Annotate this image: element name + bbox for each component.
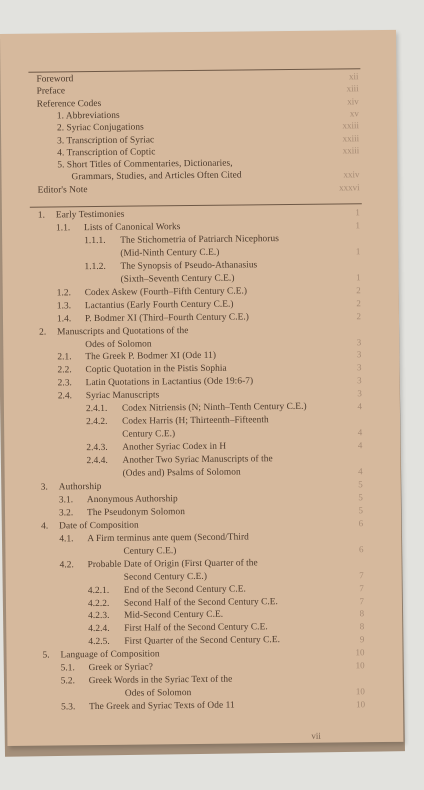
section-title: P. Bodmer XI (Third–Fourth Century C.E.) <box>84 312 249 324</box>
section-number: 2.2. <box>57 365 72 376</box>
section-number: 2. <box>39 327 47 338</box>
front-matter-entry: Editor's Note <box>37 184 88 196</box>
page-number: 4 <box>357 427 363 438</box>
section-title: (Odes and) Psalms of Solomon <box>122 467 241 479</box>
section-number: 3.2. <box>58 508 74 519</box>
page-number: 4 <box>357 440 363 451</box>
section-title: Lactantius (Early Fourth Century C.E.) <box>84 299 234 311</box>
page-number: 2 <box>356 284 361 295</box>
page-number: 10 <box>355 660 365 671</box>
front-matter-entry: 5. Short Titles of Commentaries, Dictionaries, <box>57 158 233 171</box>
section-number: 1. <box>37 210 46 221</box>
page-number: 3 <box>357 375 362 386</box>
section-title: Odes of Solomon <box>85 338 152 350</box>
section-title: Greek Words in the Syriac Text of the <box>88 674 233 687</box>
section-number: 2.1. <box>57 352 72 363</box>
page-number: 10 <box>355 686 365 697</box>
section-title: Another Syriac Codex in H <box>122 441 227 453</box>
page-number: 4 <box>358 466 363 477</box>
page-number: xii <box>348 71 359 82</box>
page-number: 1 <box>355 207 360 218</box>
section-rule <box>30 203 362 207</box>
section-number: 2.4.4. <box>86 455 108 467</box>
section-number: 4. <box>41 521 49 532</box>
section-number: 2.4. <box>57 391 73 402</box>
page-number: 9 <box>359 634 365 645</box>
section-number: 4.1. <box>59 534 74 545</box>
front-matter-entry: 3. Transcription of Syriac <box>57 134 155 146</box>
page-number: xxxvi <box>339 181 360 193</box>
section-number: 2.4.1. <box>85 404 108 415</box>
page-number: 10 <box>355 699 366 710</box>
page-number: 7 <box>359 569 364 580</box>
section-number: 5.2. <box>60 676 76 687</box>
section-number: 1.1.2. <box>84 261 106 272</box>
section-title: Odes of Solomon <box>124 688 192 699</box>
section-number: 4.2.2. <box>87 598 110 609</box>
book-page <box>0 30 403 746</box>
section-number: 3.1. <box>58 495 74 506</box>
page-number: 5 <box>358 505 364 516</box>
section-number: 5.3. <box>61 702 76 713</box>
front-matter-list <box>0 30 396 196</box>
section-number: 2.4.3. <box>86 442 108 454</box>
section-title: The Greek P. Bodmer XI (Ode 11) <box>85 351 217 363</box>
section-title: Mid-Second Century C.E. <box>124 610 224 622</box>
page-number: 3 <box>356 336 362 347</box>
page-number: 7 <box>359 595 365 606</box>
section-title: Manuscripts and Quotations of the <box>57 325 189 337</box>
page-number: 6 <box>358 543 364 554</box>
section-title: Century C.E.) <box>122 429 176 440</box>
section-number: 3. <box>40 482 48 493</box>
section-number: 4.2.3. <box>88 611 110 622</box>
section-title: Coptic Quotation in the Pistis Sophia <box>85 364 227 376</box>
front-matter-entry: 2. Syriac Conjugations <box>56 122 144 134</box>
front-matter-entry: Preface <box>36 86 66 97</box>
page-number: xxiii <box>342 120 360 131</box>
section-title: End of the Second Century C.E. <box>123 584 246 596</box>
page-number: 1 <box>355 220 361 231</box>
section-title: Language of Composition <box>60 649 160 661</box>
section-title: Codex Nitriensis (N; Ninth–Tenth Century C.E.) <box>121 402 307 414</box>
section-title: Century C.E.) <box>123 545 177 557</box>
page-number: 5 <box>358 479 363 490</box>
section-number: 1.1.1. <box>84 235 106 247</box>
section-title: The Stichometria of Patriarch Nicephorus <box>120 233 279 246</box>
section-number: 4.2.1. <box>87 585 110 596</box>
page-number: 8 <box>359 621 365 632</box>
page-number: 10 <box>355 647 365 658</box>
page-number: xiv <box>347 95 359 106</box>
section-title: (Mid-Ninth Century C.E.) <box>120 247 220 259</box>
section-title: First Half of the Second Century C.E. <box>124 622 268 635</box>
section-number: 4.2. <box>59 559 74 571</box>
page-folio: vii <box>311 730 321 741</box>
page-number: 8 <box>359 608 365 619</box>
page-number: xxiv <box>343 169 360 180</box>
section-title: Syriac Manuscripts <box>85 390 160 402</box>
page-number: xiii <box>346 83 359 94</box>
page-number: 4 <box>357 401 362 412</box>
section-title: Latin Quotations in Lactantius (Ode 19:6-7) <box>85 376 254 389</box>
section-title: The Pseudonym Solomon <box>86 506 186 518</box>
section-title: Probable Date of Origin (First Quarter of the <box>87 557 258 570</box>
section-title: Greek or Syriac? <box>88 662 154 674</box>
section-title: Authorship <box>58 481 102 493</box>
section-title: Second Half of the Second Century C.E. <box>123 596 278 609</box>
front-matter-entry: Reference Codes <box>36 98 102 110</box>
section-title: Anonymous Authorship <box>86 494 178 506</box>
section-title: Second Century C.E.) <box>123 571 208 583</box>
page-number: 1 <box>355 246 361 257</box>
page-number: 3 <box>356 349 362 360</box>
front-matter-entry: Grammars, Studies, and Articles Often Cited <box>71 170 242 183</box>
page-number: 2 <box>356 310 362 321</box>
page-number: 6 <box>358 518 364 529</box>
section-title: Codex Harris (H; Thirteenth–Fifteenth <box>122 415 269 427</box>
section-number: 2.3. <box>57 378 72 389</box>
page-number: 2 <box>356 297 361 308</box>
page-number: 7 <box>359 582 364 593</box>
page-number: 3 <box>357 388 362 399</box>
top-rule <box>28 68 360 72</box>
section-title: A Firm terminus ante quem (Second/Third <box>87 532 249 544</box>
section-number: 5.1. <box>60 663 75 674</box>
page-number: 3 <box>356 362 362 373</box>
section-number: 4.2.4. <box>88 624 110 635</box>
section-number: 1.4. <box>56 313 72 325</box>
page-number: 5 <box>358 492 363 503</box>
front-matter-entry: 1. Abbreviations <box>56 110 120 122</box>
section-title: (Sixth–Seventh Century C.E.) <box>120 273 235 285</box>
page-number: 1 <box>356 271 361 283</box>
page-number: xxiii <box>342 132 360 143</box>
section-title: Lists of Canonical Works <box>83 222 181 234</box>
section-title: The Greek and Syriac Texts of Ode 11 <box>89 700 235 713</box>
front-matter-entry: Foreword <box>36 74 74 85</box>
section-title: First Quarter of the Second Century C.E. <box>124 635 281 648</box>
section-title: Early Testimonies <box>55 209 125 221</box>
section-number: 4.2.5. <box>88 637 110 648</box>
section-title: Another Two Syriac Manuscripts of the <box>122 454 273 466</box>
section-number: 5. <box>42 650 50 661</box>
section-number: 1.1. <box>55 223 71 234</box>
section-number: 1.3. <box>56 300 72 312</box>
front-matter-entry: 4. Transcription of Coptic <box>57 147 156 159</box>
section-title: The Synopsis of Pseudo-Athanasius <box>120 260 258 272</box>
section-number: 2.4.2. <box>86 417 108 428</box>
section-title: Date of Composition <box>59 520 139 532</box>
page-number: xv <box>349 108 359 119</box>
section-number: 1.2. <box>56 287 72 299</box>
section-title: Codex Askew (Fourth–Fifth Century C.E.) <box>84 286 248 298</box>
page-number: xxiii <box>342 145 360 156</box>
